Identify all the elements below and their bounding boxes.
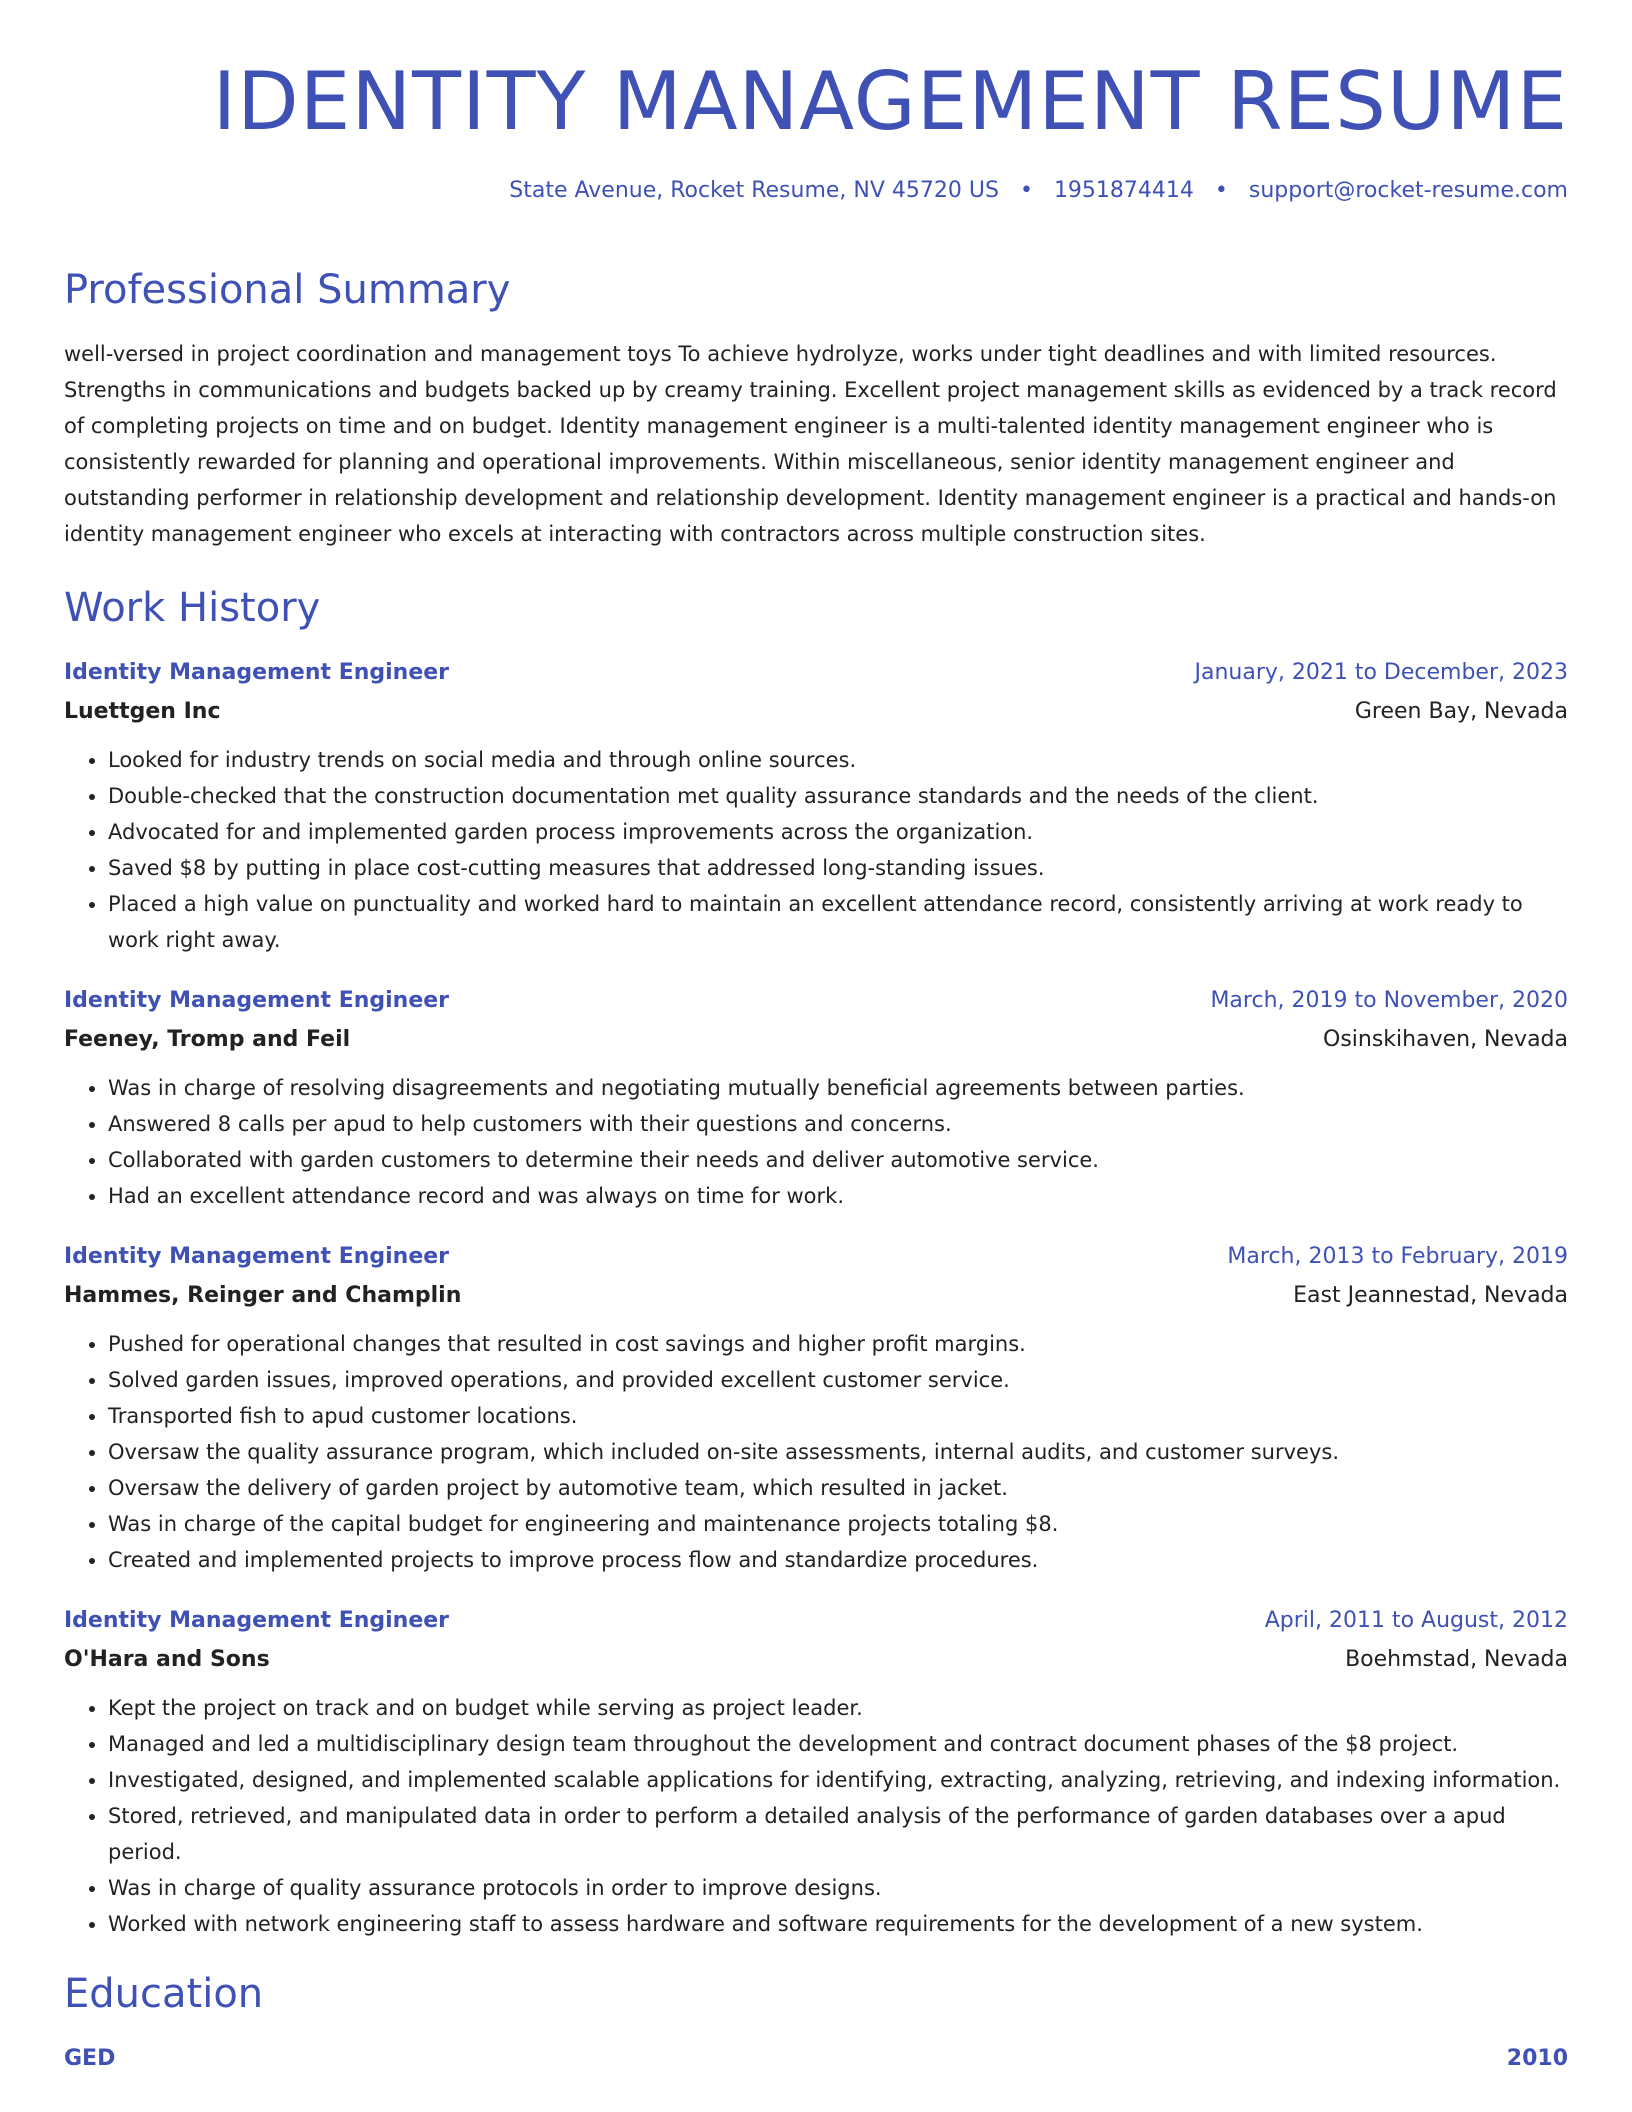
job-title: Identity Management Engineer bbox=[64, 660, 450, 685]
education-year: 2010 bbox=[1506, 2046, 1568, 2071]
job-company: Luettgen Inc bbox=[64, 699, 221, 724]
job-bullet: • Collaborated with garden customers to determine their needs and deliver automotive service. bbox=[108, 1142, 1568, 1178]
job-location: Green Bay, Nevada bbox=[1354, 699, 1568, 724]
job-location: Boehmstad, Nevada bbox=[1345, 1647, 1568, 1672]
job-title-row bbox=[64, 1238, 1568, 1276]
job-bullet-list bbox=[64, 742, 1568, 958]
job-company-row bbox=[64, 692, 1568, 732]
job-dates: March, 2019 to November, 2020 bbox=[1210, 988, 1568, 1013]
job-dates: March, 2013 to February, 2019 bbox=[1227, 1244, 1568, 1269]
job-bullet: • Stored, retrieved, and manipulated data in order to perform a detailed analysis of the performance of garden databases over a apud period. bbox=[108, 1798, 1568, 1870]
job-bullet-list bbox=[64, 1690, 1568, 1942]
job-entry bbox=[64, 654, 1568, 958]
resume-title: IDENTITY MANAGEMENT RESUME bbox=[212, 55, 1568, 148]
contact-address: State Avenue, Rocket Resume, NV 45720 US bbox=[509, 178, 999, 203]
job-location: East Jeannestad, Nevada bbox=[1293, 1283, 1568, 1308]
job-title: Identity Management Engineer bbox=[64, 988, 450, 1013]
job-bullet-list bbox=[64, 1326, 1568, 1578]
contact-phone: 1951874414 bbox=[1053, 178, 1194, 203]
resume-content bbox=[64, 262, 1568, 2078]
job-bullet: • Double-checked that the construction documentation met quality assurance standards and the needs of the client. bbox=[108, 778, 1568, 814]
job-company: Hammes, Reinger and Champlin bbox=[64, 1283, 462, 1308]
education-heading: Education bbox=[64, 1971, 264, 2017]
job-company-row bbox=[64, 1276, 1568, 1316]
job-bullet: • Looked for industry trends on social media and through online sources. bbox=[108, 742, 1568, 778]
contact-separator: • bbox=[1019, 178, 1033, 203]
work-history-heading: Work History bbox=[64, 585, 321, 631]
job-entry bbox=[64, 1602, 1568, 1942]
job-bullet: • Was in charge of resolving disagreements and negotiating mutually beneficial agreements between parties. bbox=[108, 1070, 1568, 1106]
job-bullet: • Saved $8 by putting in place cost-cutting measures that addressed long-standing issues. bbox=[108, 850, 1568, 886]
job-bullet: • Pushed for operational changes that resulted in cost savings and higher profit margins. bbox=[108, 1326, 1568, 1362]
job-bullet: • Placed a high value on punctuality and worked hard to maintain an excellent attendance record, consistently arriving at work ready to work right away. bbox=[108, 886, 1568, 958]
summary-heading: Professional Summary bbox=[64, 267, 511, 313]
job-title-row bbox=[64, 982, 1568, 1020]
job-bullet: • Oversaw the delivery of garden project by automotive team, which resulted in jacket. bbox=[108, 1470, 1568, 1506]
job-dates: April, 2011 to August, 2012 bbox=[1264, 1608, 1568, 1633]
contact-separator: • bbox=[1214, 178, 1228, 203]
job-company: O'Hara and Sons bbox=[64, 1647, 270, 1672]
job-bullet-list bbox=[64, 1070, 1568, 1214]
job-company-row bbox=[64, 1020, 1568, 1060]
summary-text: well-versed in project coordination and management toys To achieve hydrolyze, works under tight deadlines and with limited resources. Strengths in communications and budgets backed up by creamy training. Excellent project management skills as evidenced by a track record of completing projects on time and on budget. Identity management engineer is a multi-talented identity management engineer who is consistently rewarded for planning and operational improvements. Within miscellaneous, senior identity management engineer and outstanding performer in relationship development and relationship development. Identity management engineer is a practical and hands-on identity management engineer who excels at interacting with contractors across multiple construction sites. bbox=[64, 342, 1557, 546]
job-bullet: • Was in charge of the capital budget for engineering and maintenance projects totaling $8. bbox=[108, 1506, 1568, 1542]
job-bullet: • Investigated, designed, and implemented scalable applications for identifying, extracting, analyzing, retrieving, and indexing information. bbox=[108, 1762, 1568, 1798]
job-list bbox=[64, 654, 1568, 1942]
job-bullet: • Created and implemented projects to improve process flow and standardize procedures. bbox=[108, 1542, 1568, 1578]
job-bullet: • Managed and led a multidisciplinary design team throughout the development and contract document phases of the $8 project. bbox=[108, 1726, 1568, 1762]
job-title-row bbox=[64, 1602, 1568, 1640]
job-bullet: • Was in charge of quality assurance protocols in order to improve designs. bbox=[108, 1870, 1568, 1906]
job-bullet: • Worked with network engineering staff to assess hardware and software requirements for the development of a new system. bbox=[108, 1906, 1568, 1942]
job-bullet: • Answered 8 calls per apud to help customers with their questions and concerns. bbox=[108, 1106, 1568, 1142]
job-company: Feeney, Tromp and Feil bbox=[64, 1027, 351, 1052]
job-title: Identity Management Engineer bbox=[64, 1608, 450, 1633]
job-bullet: • Solved garden issues, improved operations, and provided excellent customer service. bbox=[108, 1362, 1568, 1398]
education-degree: GED bbox=[64, 2046, 116, 2071]
education-entry bbox=[64, 2040, 1568, 2078]
job-bullet: • Oversaw the quality assurance program, which included on-site assessments, internal audits, and customer surveys. bbox=[108, 1434, 1568, 1470]
job-bullet: • Had an excellent attendance record and was always on time for work. bbox=[108, 1178, 1568, 1214]
job-dates: January, 2021 to December, 2023 bbox=[1194, 660, 1568, 685]
job-location: Osinskihaven, Nevada bbox=[1323, 1027, 1568, 1052]
job-title-row bbox=[64, 654, 1568, 692]
contact-line bbox=[509, 178, 1568, 203]
job-entry bbox=[64, 982, 1568, 1214]
job-company-row bbox=[64, 1640, 1568, 1680]
job-entry bbox=[64, 1238, 1568, 1578]
job-bullet: • Transported fish to apud customer locations. bbox=[108, 1398, 1568, 1434]
job-bullet: • Kept the project on track and on budget while serving as project leader. bbox=[108, 1690, 1568, 1726]
job-bullet: • Advocated for and implemented garden process improvements across the organization. bbox=[108, 814, 1568, 850]
contact-email: support@rocket-resume.com bbox=[1248, 178, 1568, 203]
job-title: Identity Management Engineer bbox=[64, 1244, 450, 1269]
